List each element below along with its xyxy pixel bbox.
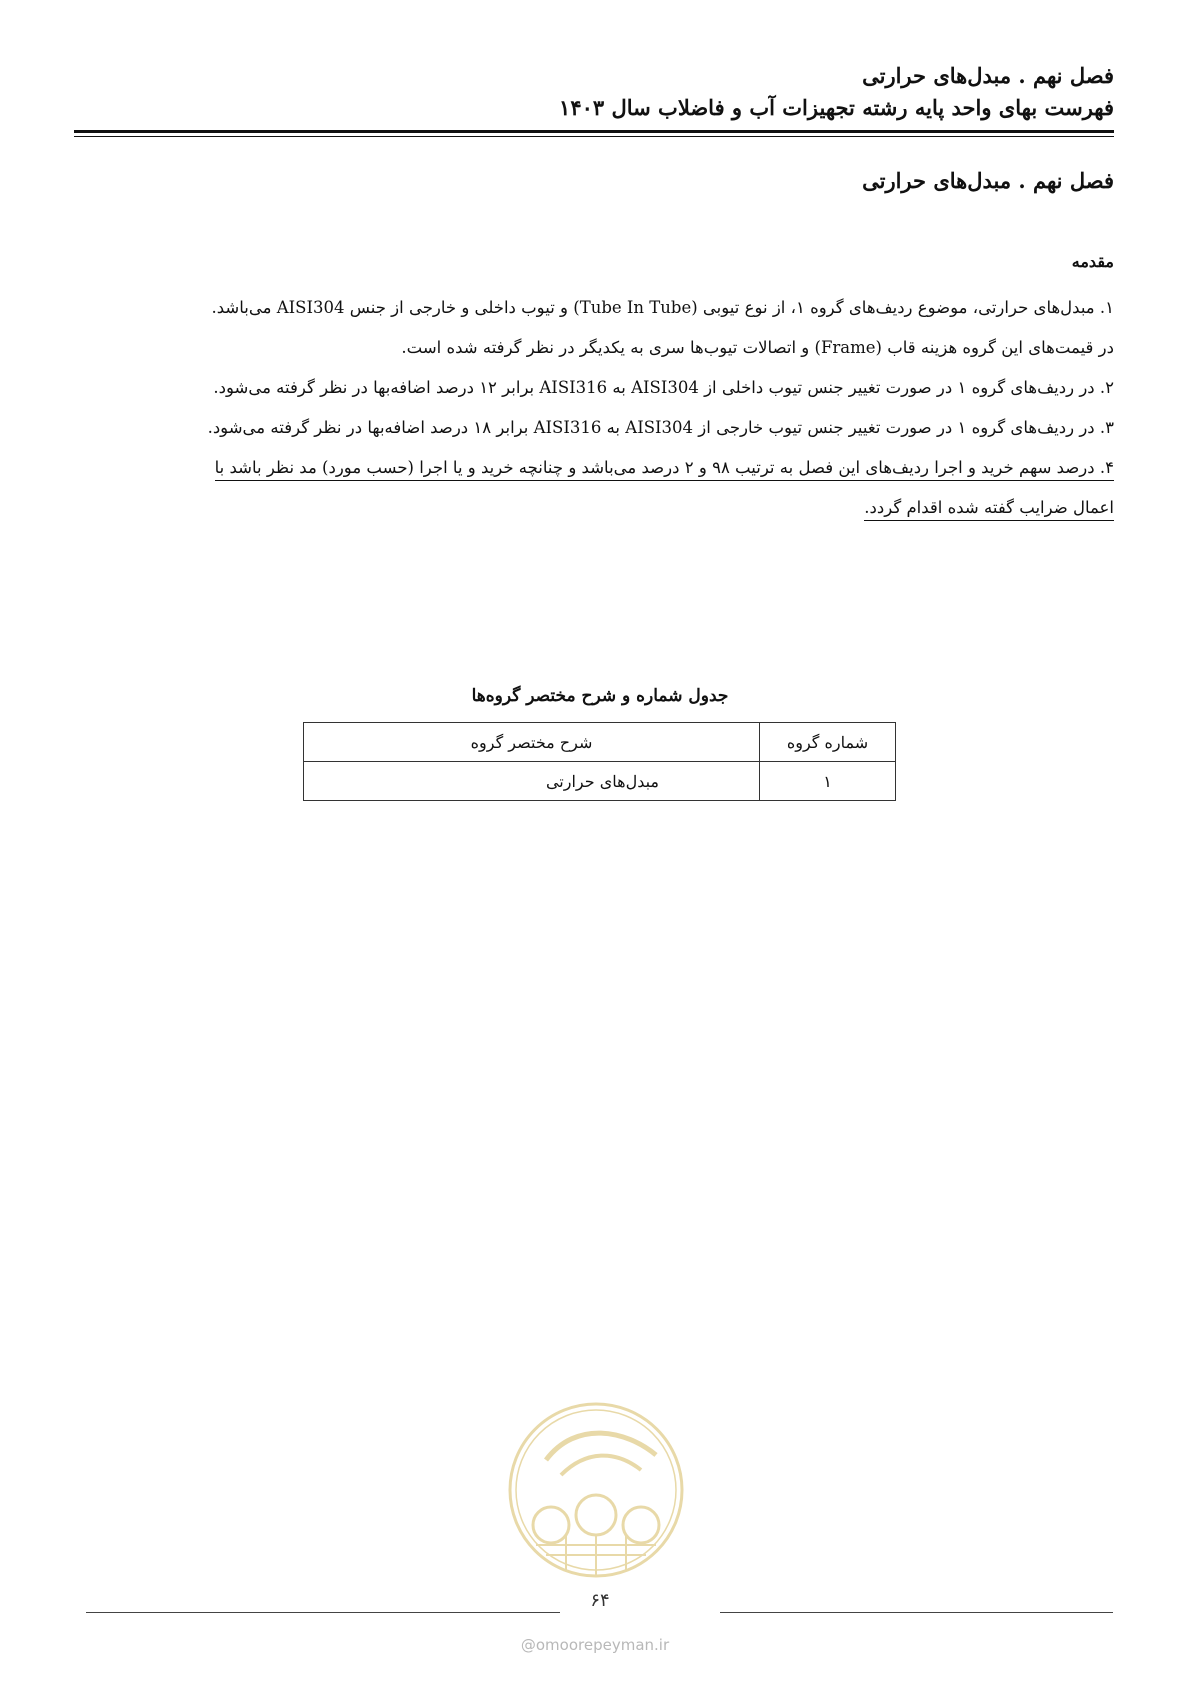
- header-group-number: شماره گروه: [760, 723, 896, 762]
- footer-rule-right: [720, 1612, 1113, 1613]
- groups-table-title: جدول شماره و شرح مختصر گروه‌ها: [471, 686, 729, 706]
- paragraph-text: اعمال ضرایب گفته شده اقدام گردد.: [864, 498, 1114, 521]
- watermark-logo-icon: [506, 1400, 686, 1580]
- paragraph: ۲. در ردیف‌های گروه ۱ در صورت تغییر جنس تیوب داخلی از AISI304 به AISI316 برابر ۱۲ درصد اضافه‌بها در نظر گرفته می‌شود.: [213, 378, 1114, 397]
- chapter-title: فصل نهم . مبدل‌های حرارتی: [862, 168, 1114, 193]
- table-header-row: [304, 723, 896, 762]
- paragraph-underlined: [86, 488, 1114, 528]
- cell-group-description: مبدل‌های حرارتی: [304, 762, 760, 801]
- header-list-title: فهرست بهای واحد پایه رشته تجهیزات آب و فاضلاب سال ۱۴۰۳: [559, 95, 1114, 120]
- paragraph-text: ۴. درصد سهم خرید و اجرا ردیف‌های این فصل به ترتیب ۹۸ و ۲ درصد می‌باشد و چنانچه خرید و یا اجرا (حسب مورد) مد نظر باشد با: [215, 458, 1114, 481]
- page-number: ۶۴: [590, 1590, 610, 1611]
- footer-rule-left: [86, 1612, 560, 1613]
- intro-body: [86, 288, 1114, 528]
- paragraph: ۱. مبدل‌های حرارتی، موضوع ردیف‌های گروه ۱، از نوع تیوبی (Tube In Tube) و تیوب داخلی و خارجی از جنس AISI304 می‌باشد.: [211, 298, 1114, 317]
- intro-heading: مقدمه: [1071, 252, 1114, 271]
- paragraph: ۳. در ردیف‌های گروه ۱ در صورت تغییر جنس تیوب خارجی از AISI304 به AISI316 برابر ۱۸ درصد اضافه‌بها در نظر گرفته می‌شود.: [207, 418, 1114, 437]
- header-rule-thick: [74, 130, 1114, 133]
- table-row: [304, 762, 896, 801]
- header-rule-thin: [74, 136, 1114, 137]
- paragraph: در قیمت‌های این گروه هزینه قاب (Frame) و اتصالات تیوب‌ها سری به یکدیگر در نظر گرفته شده است.: [401, 338, 1114, 357]
- header-group-description: شرح مختصر گروه: [304, 723, 760, 762]
- header-chapter: فصل نهم . مبدل‌های حرارتی: [862, 63, 1114, 88]
- groups-table: [303, 722, 896, 801]
- running-header: [74, 60, 1114, 124]
- site-watermark-url: @omoorepeyman.ir: [520, 1636, 670, 1654]
- paragraph-underlined: [86, 448, 1114, 488]
- cell-group-number: ۱: [760, 762, 896, 801]
